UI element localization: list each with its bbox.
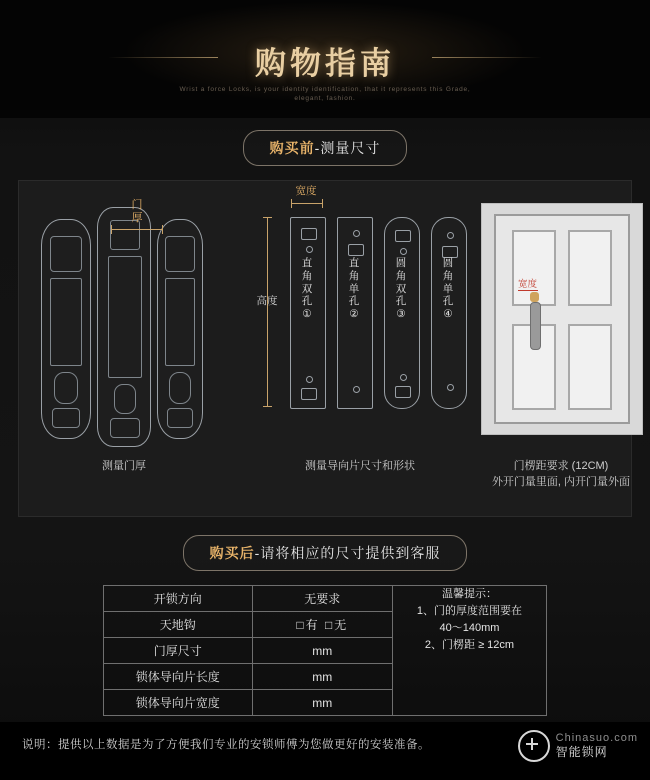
- row-value-unlock-direction[interactable]: 无要求: [252, 586, 392, 612]
- door-lock-knob: [530, 292, 539, 302]
- door-thickness-label: [124, 199, 150, 224]
- guide-plate-1-label: [290, 257, 324, 321]
- brand-name-en: Chinasuo.com: [555, 732, 638, 745]
- row-label-plate-width: 锁体导向片宽度: [104, 690, 253, 716]
- section-before-plain: -测量尺寸: [314, 140, 381, 156]
- lock-detail: [110, 418, 140, 438]
- row-value-plate-length[interactable]: mm: [252, 664, 392, 690]
- row-label-plate-length: 锁体导向片长度: [104, 664, 253, 690]
- lock-detail: [50, 236, 82, 272]
- door-thickness-line2: 厚: [131, 211, 143, 224]
- height-tick-bottom: [263, 406, 272, 407]
- plate-hole: [353, 386, 360, 393]
- plate-hole: [306, 376, 313, 383]
- page-header: [0, 0, 650, 118]
- brand-text: [556, 732, 638, 760]
- door-thickness-tick-left: [111, 225, 112, 234]
- door-thickness-tick-right: [162, 225, 163, 234]
- plate-label-char: 孔: [442, 295, 454, 308]
- lock-detail: [110, 220, 140, 250]
- plate-label-char: 单: [348, 282, 360, 295]
- door-drawing: [481, 203, 643, 435]
- spec-table-wrap: [0, 585, 650, 716]
- brand-name-cn: 智能锁网: [555, 745, 608, 760]
- height-tick-top: [263, 217, 272, 218]
- plate-hole: [447, 232, 454, 239]
- lock-detail: [54, 372, 78, 404]
- plate-label-char: 直: [348, 257, 360, 269]
- plate-label-char: 孔: [301, 295, 313, 308]
- caption-door-line2: 外开门量里面, 内开门量外面: [491, 475, 631, 488]
- row-label-door-thickness: 门厚尺寸: [104, 638, 253, 664]
- lock-detail: [167, 408, 193, 428]
- plate-label-char: 圆: [395, 257, 407, 269]
- plate-label-char: 圆: [442, 257, 454, 269]
- plate-slot: [301, 228, 317, 240]
- tip-line-3: 2、门楞距 ≥ 12cm: [424, 639, 515, 652]
- row-label-unlock-direction: 开锁方向: [104, 586, 253, 612]
- brand-mark-icon: [518, 730, 550, 762]
- door-thickness-dim-line: [111, 229, 163, 230]
- section-after-purchase: [0, 535, 650, 571]
- lock-outline-center: [97, 207, 151, 447]
- footer-note: 说明：提供以上数据是为了方便我们专业的安锁师傅为您做更好的安装准备。: [22, 739, 430, 751]
- table-row: [104, 586, 547, 612]
- plate-label-char: 角: [442, 269, 454, 282]
- plate-hole: [400, 248, 407, 255]
- plate-hole: [306, 246, 313, 253]
- width-tick-left: [291, 199, 292, 208]
- row-value-door-thickness[interactable]: mm: [252, 638, 392, 664]
- plate-label-char: 角: [348, 269, 360, 282]
- plate-slot: [301, 388, 317, 400]
- door-frame: [494, 214, 630, 424]
- lock-detail: [169, 372, 191, 404]
- plate-label-char: 双: [301, 282, 313, 295]
- measurement-diagram-panel: [18, 180, 632, 517]
- tip-title: 温馨提示：: [441, 588, 497, 600]
- guide-plate-2-label: [337, 257, 371, 321]
- row-value-plate-width[interactable]: mm: [252, 690, 392, 716]
- door-thickness-line1: 门: [131, 199, 143, 211]
- section-before-pill: [243, 130, 408, 166]
- width-tick-right: [322, 199, 323, 208]
- page-footer: [0, 722, 650, 780]
- guide-plate-drawings: [256, 185, 459, 449]
- section-before-purchase: [0, 130, 650, 166]
- header-subtitle-line1: Wrist a force Locks, is your identity identification, that it represents this Grade,: [179, 86, 471, 93]
- caption-measure-plate: 测量导向片尺寸和形状: [305, 460, 415, 472]
- lock-drawings: [35, 199, 205, 449]
- plate-label-char: 孔: [348, 295, 360, 308]
- plate-hole: [447, 384, 454, 391]
- plate-label-char: 角: [301, 269, 313, 282]
- plate-label-index: ①: [302, 308, 312, 321]
- lock-detail: [165, 278, 195, 366]
- plate-label-char: 直: [301, 257, 313, 269]
- height-dim-line: [267, 217, 268, 407]
- plate-label-index: ④: [443, 308, 453, 321]
- section-before-accent: 购买前: [269, 140, 315, 156]
- section-after-pill: [183, 535, 468, 571]
- plate-label-char: 双: [395, 282, 407, 295]
- door-width-dim-line: [518, 290, 538, 291]
- plate-label-index: ②: [349, 308, 359, 321]
- lock-detail: [108, 256, 142, 378]
- plate-label-index: ③: [396, 308, 406, 321]
- plate-slot: [348, 244, 364, 256]
- header-subtitle: [0, 86, 650, 102]
- lock-outline-right: [157, 219, 203, 439]
- lock-detail: [114, 384, 136, 414]
- page-title: 购物指南: [255, 46, 395, 81]
- plate-label-char: 角: [395, 269, 407, 282]
- spec-table: [103, 585, 547, 716]
- lock-detail: [50, 278, 82, 366]
- tips-cell: [392, 586, 546, 716]
- plate-label-char: 孔: [395, 295, 407, 308]
- guide-plate-4-label: [431, 257, 465, 321]
- plate-hole: [353, 230, 360, 237]
- row-value-sky-earth-hook[interactable]: □有 □无: [252, 612, 392, 638]
- door-panel: [568, 230, 612, 306]
- plate-slot: [395, 386, 411, 398]
- section-after-plain: -请将相应的尺寸提供到客服: [254, 545, 441, 561]
- caption-door-edge: [471, 459, 650, 491]
- door-panel: [568, 324, 612, 410]
- door-handle: [530, 302, 541, 350]
- brand-logo: [518, 730, 638, 762]
- lock-outline-left: [41, 219, 91, 439]
- tip-line-1: 1、门的厚度范围要在: [416, 605, 523, 618]
- row-label-sky-earth-hook: 天地钩: [104, 612, 253, 638]
- height-label: 高度: [256, 295, 278, 307]
- width-dim-line: [291, 203, 323, 204]
- section-after-accent: 购买后: [209, 545, 255, 561]
- header-subtitle-line2: elegant, fashion.: [294, 95, 356, 102]
- door-width-label: 宽度: [518, 279, 538, 290]
- plate-label-char: 单: [442, 282, 454, 295]
- caption-door-line1: 门楞距要求 (12CM): [513, 460, 609, 472]
- caption-measure-door-thickness: 测量门厚: [102, 460, 146, 472]
- plate-slot: [395, 230, 411, 242]
- lock-detail: [165, 236, 195, 272]
- width-label: 宽度: [295, 185, 317, 197]
- plate-hole: [400, 374, 407, 381]
- tip-line-2: 40～140mm: [439, 622, 500, 635]
- lock-detail: [52, 408, 80, 428]
- guide-plate-3-label: [384, 257, 418, 321]
